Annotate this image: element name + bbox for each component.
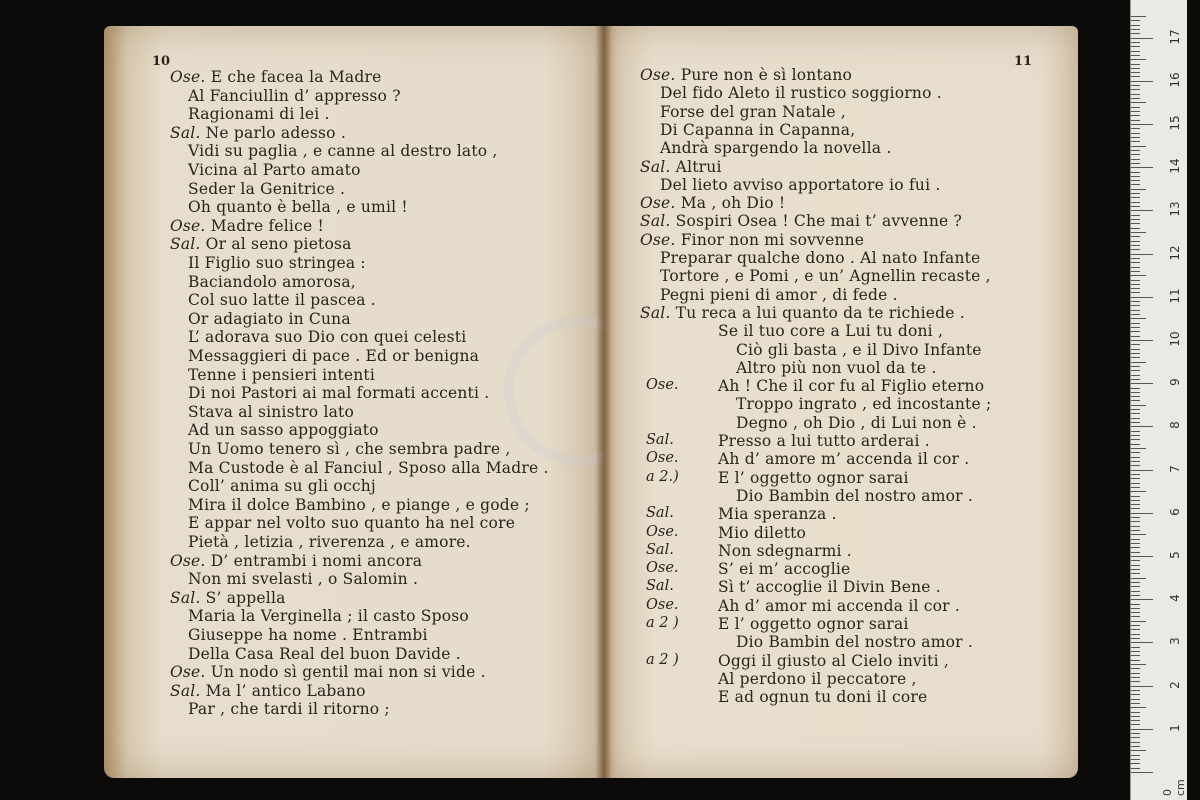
ruler-tick <box>1131 275 1146 276</box>
left-text-line: Sal. Ma l’ antico Labano <box>170 681 366 700</box>
ruler-tick <box>1131 176 1140 177</box>
left-text-line: Al Fanciullin d’ appresso ? <box>188 86 401 105</box>
ruler-tick <box>1131 604 1140 605</box>
ruler-tick <box>1131 673 1140 674</box>
ruler-tick <box>1131 452 1140 453</box>
ruler-tick <box>1131 461 1140 462</box>
ruler-tick <box>1131 42 1140 43</box>
speaker-label: a 2 ) <box>646 615 679 631</box>
right-text-line: Tortore , e Pomi , e un’ Agnellin recaste , <box>660 267 991 286</box>
ruler-tick <box>1131 413 1140 414</box>
ruler-tick <box>1131 301 1140 302</box>
ruler-tick <box>1131 677 1140 678</box>
ruler-tick <box>1131 578 1146 579</box>
ruler-tick <box>1131 491 1146 492</box>
ruler-tick <box>1131 219 1140 220</box>
left-text-line: Par , che tardi il ritorno ; <box>188 700 390 719</box>
ruler-tick <box>1131 418 1140 419</box>
ruler-number: 5 <box>1168 551 1182 559</box>
ruler-tick <box>1131 292 1140 293</box>
ruler-tick <box>1131 521 1140 522</box>
left-text-line: Ma Custode è al Fanciul , Sposo alla Madre . <box>188 458 549 477</box>
ruler-tick <box>1131 215 1140 216</box>
ruler-tick <box>1131 586 1140 587</box>
ruler-tick <box>1131 392 1140 393</box>
ruler-tick <box>1131 280 1140 281</box>
speaker-label: a 2 ) <box>646 651 679 668</box>
ruler-tick <box>1131 137 1140 138</box>
ruler-tick <box>1131 543 1140 544</box>
left-text-line: Della Casa Real del buon Davide . <box>188 644 461 663</box>
ruler-tick <box>1131 115 1140 116</box>
ruler-tick <box>1131 552 1140 553</box>
ruler-tick <box>1131 716 1140 717</box>
ruler-tick <box>1131 565 1140 566</box>
right-text-line: Mio diletto <box>718 523 807 542</box>
speaker-label: Ose. <box>170 68 211 86</box>
right-text-line: Presso a lui tutto arderai . <box>718 432 930 450</box>
ruler-tick <box>1131 154 1140 155</box>
ruler-tick <box>1131 435 1140 436</box>
left-text-line: Ose. Un nodo sì gentil mai non si vide . <box>170 663 486 682</box>
ruler-tick <box>1131 258 1140 259</box>
right-text-line: Sal. Altrui <box>640 157 722 176</box>
right-text-line: Al perdono il peccatore , <box>718 669 917 688</box>
right-text-line: Del fido Aleto il rustico soggiorno . <box>660 84 942 103</box>
right-text-line: Altro più non vuol da te . <box>736 358 937 377</box>
right-text-line: Di Capanna in Capanna, <box>660 120 856 139</box>
speaker-label: Ose. <box>646 560 679 577</box>
ruler-tick <box>1131 89 1140 90</box>
left-text-line: Pietà , letizia , riverenza , e amore. <box>188 533 471 551</box>
ruler-tick <box>1131 271 1140 272</box>
ruler-tick <box>1131 98 1140 99</box>
ruler-number: 7 <box>1168 464 1182 473</box>
ruler-tick <box>1131 383 1153 384</box>
right-text-line: Troppo ingrato , ed incostante ; <box>736 395 992 414</box>
ruler-tick <box>1131 612 1140 613</box>
ruler-tick <box>1131 431 1140 432</box>
ruler-tick <box>1131 763 1140 764</box>
ruler-number: 11 <box>1168 288 1182 304</box>
ruler-tick <box>1131 465 1140 466</box>
ruler-tick <box>1131 426 1153 427</box>
ruler-tick <box>1131 314 1140 315</box>
ruler-tick <box>1131 625 1140 626</box>
ruler-tick <box>1131 712 1140 713</box>
ruler-tick <box>1131 20 1140 21</box>
right-text-line: Se il tuo core a Lui tu doni , <box>718 322 944 341</box>
ruler-tick <box>1131 655 1140 656</box>
measuring-ruler <box>1130 0 1187 800</box>
right-text-line: E l’ oggetto ognor sarai <box>718 468 909 487</box>
ruler-tick <box>1131 133 1140 134</box>
ruler-tick <box>1131 478 1140 479</box>
ruler-tick <box>1131 569 1140 570</box>
ruler-tick <box>1131 608 1140 609</box>
speaker-label: Ose. <box>646 596 679 613</box>
ruler-tick <box>1131 33 1140 34</box>
ruler-tick <box>1131 228 1140 229</box>
ruler-tick <box>1131 16 1146 17</box>
ruler-tick <box>1131 193 1140 194</box>
ruler-number: 3 <box>1168 637 1182 646</box>
ruler-tick <box>1131 68 1140 69</box>
right-text-line: Del lieto avviso apportatore io fui . <box>660 175 941 194</box>
speaker-label: Sal. <box>170 123 206 142</box>
ruler-tick <box>1131 526 1140 527</box>
left-text-line: Ad un sasso appoggiato <box>188 421 379 440</box>
ruler-tick <box>1131 746 1140 747</box>
ruler-tick <box>1131 206 1140 207</box>
right-text-line: Dio Bambin del nostro amor . <box>736 486 974 505</box>
ruler-tick <box>1131 46 1140 47</box>
ruler-tick <box>1131 660 1140 661</box>
left-text-line: E appar nel volto suo quanto ha nel core <box>188 514 516 533</box>
ruler-tick <box>1131 172 1140 173</box>
right-text-line: Sal. Sospiri Osea ! Che mai t’ avvenne ? <box>640 212 963 231</box>
ruler-number: 13 <box>1168 201 1182 218</box>
left-text-line: Ose. Madre felice ! <box>170 216 324 235</box>
ruler-tick <box>1131 496 1140 497</box>
ruler-tick <box>1131 310 1140 311</box>
left-text-line: Il Figlio suo stringea : <box>188 254 366 272</box>
ruler-tick <box>1131 539 1140 540</box>
right-text-line: Degno , oh Dio , di Lui non è . <box>736 413 977 432</box>
ruler-tick <box>1131 288 1140 289</box>
right-text-line: Ose. Ma , oh Dio ! <box>640 194 786 213</box>
ruler-tick <box>1131 755 1140 756</box>
right-text-line: Ah d’ amore m’ accenda il cor . <box>718 450 970 469</box>
left-text-line: Col suo latte il pascea . <box>188 291 376 310</box>
right-text-line: Non sdegnarmi . <box>718 541 852 560</box>
right-text-line: Andrà spargendo la novella . <box>660 139 892 158</box>
left-text-line: Sal. Or al seno pietosa <box>170 235 352 254</box>
right-text-line: Ose. Finor non mi sovvenne <box>640 230 865 249</box>
left-text-line: Vicina al Parto amato <box>188 161 361 179</box>
left-text-line: Ragionami di lei . <box>188 105 330 124</box>
left-text-line: Ose. D’ entrambi i nomi ancora <box>170 551 423 570</box>
ruler-tick <box>1131 690 1140 691</box>
ruler-tick <box>1131 409 1140 410</box>
ruler-tick <box>1131 241 1140 242</box>
ruler-tick <box>1131 768 1140 769</box>
ruler-tick <box>1131 81 1153 82</box>
ruler-tick <box>1131 107 1140 108</box>
speaker-label: Ose. <box>170 663 211 682</box>
ruler-tick <box>1131 400 1140 401</box>
ruler-tick <box>1131 336 1140 337</box>
book-gutter <box>596 26 612 778</box>
ruler-tick <box>1131 141 1140 142</box>
right-text-line: E ad ognun tu doni il core <box>718 688 928 707</box>
ruler-tick <box>1131 318 1146 319</box>
left-text-line: Mira il dolce Bambino , e piange , e gode ; <box>188 495 530 514</box>
ruler-tick <box>1131 150 1140 151</box>
ruler-tick <box>1131 547 1140 548</box>
speaker-label: Sal. <box>646 578 674 595</box>
ruler-number: 14 <box>1168 158 1182 174</box>
ruler-tick <box>1131 474 1140 475</box>
left-text-line: Coll’ anima su gli occhj <box>188 477 376 496</box>
ruler-tick <box>1131 448 1146 449</box>
ruler-tick <box>1131 120 1140 121</box>
left-text-line: Messaggieri di pace . Ed or benigna <box>188 347 480 365</box>
ruler-tick <box>1131 262 1140 263</box>
ruler-tick <box>1131 284 1140 285</box>
ruler-tick <box>1131 245 1140 246</box>
ruler-number: 12 <box>1168 244 1182 261</box>
ruler-tick <box>1131 457 1140 458</box>
ruler-tick <box>1131 124 1153 125</box>
right-text-line: Sì t’ accoglie il Divin Bene . <box>718 578 941 597</box>
right-text-line: Oggi il giusto al Cielo inviti , <box>718 651 950 670</box>
ruler-tick <box>1131 388 1140 389</box>
ruler-tick <box>1131 504 1140 505</box>
ruler-tick <box>1131 444 1140 445</box>
left-text-line: Giuseppe ha nome . Entrambi <box>188 626 428 644</box>
speaker-label: Sal. <box>640 303 676 322</box>
ruler-number: 2 <box>1168 680 1182 689</box>
ruler-tick <box>1131 331 1140 332</box>
ruler-number: 16 <box>1168 72 1182 88</box>
ruler-tick <box>1131 85 1140 86</box>
ruler-tick <box>1131 470 1153 471</box>
speaker-label: Ose. <box>640 66 681 84</box>
ruler-tick <box>1131 379 1140 380</box>
speaker-label: Ose. <box>170 551 211 570</box>
ruler-tick <box>1131 534 1146 535</box>
right-text-line: Pegni pieni di amor , di fede . <box>660 285 898 304</box>
ruler-tick <box>1131 422 1140 423</box>
ruler-tick <box>1131 184 1140 185</box>
right-text-line: Ah d’ amor mi accenda il cor . <box>718 596 961 615</box>
ruler-tick <box>1131 210 1153 211</box>
ruler-number: 8 <box>1168 421 1182 430</box>
left-text-line: Vidi su paglia , e canne al destro lato , <box>188 142 498 161</box>
ruler-tick <box>1131 616 1140 617</box>
ruler-tick <box>1131 703 1140 704</box>
left-text-line: Sal. S’ appella <box>170 588 286 607</box>
ruler-tick <box>1131 500 1140 501</box>
ruler-tick <box>1131 595 1140 596</box>
ruler-tick <box>1131 439 1140 440</box>
ruler-tick <box>1131 647 1140 648</box>
ruler-tick <box>1131 353 1140 354</box>
left-text-line: L’ adorava suo Dio con quei celesti <box>188 328 467 347</box>
speaker-label: a 2.) <box>646 468 679 485</box>
ruler-tick <box>1131 483 1140 484</box>
ruler-tick <box>1131 55 1140 56</box>
ruler-tick <box>1131 405 1146 406</box>
ruler-tick <box>1131 396 1140 397</box>
speaker-label: Ose. <box>646 377 679 394</box>
left-text-line: Stava al sinistro lato <box>188 402 354 421</box>
ruler-tick <box>1131 686 1153 687</box>
speaker-label: Sal. <box>640 212 676 231</box>
ruler-tick <box>1131 232 1146 233</box>
ruler-tick <box>1131 560 1140 561</box>
right-text-line: Mia speranza . <box>718 505 837 524</box>
ruler-tick <box>1131 638 1140 639</box>
right-text-line: Ah ! Che il cor fu al Figlio eterno <box>718 377 985 396</box>
right-text-line: E l’ oggetto ognor sarai <box>718 615 909 633</box>
speaker-label: Sal. <box>640 157 676 176</box>
right-text-line: Forse del gran Natale , <box>660 102 847 121</box>
ruler-tick <box>1131 249 1140 250</box>
ruler-tick <box>1131 72 1140 73</box>
ruler-tick <box>1131 530 1140 531</box>
ruler-tick <box>1131 197 1140 198</box>
ruler-tick <box>1131 720 1140 721</box>
ruler-tick <box>1131 707 1146 708</box>
right-text-line: Ciò gli basta , e il Divo Infante <box>736 340 982 359</box>
ruler-tick <box>1131 375 1140 376</box>
left-text-line: Or adagiato in Cuna <box>188 309 351 328</box>
ruler-tick <box>1131 297 1153 298</box>
ruler-tick <box>1131 167 1153 168</box>
speaker-label: Ose. <box>646 450 679 467</box>
right-text-line: Sal. Tu reca a lui quanto da te richiede . <box>640 303 965 322</box>
speaker-label: Sal. <box>170 681 206 700</box>
ruler-tick <box>1131 737 1140 738</box>
ruler-tick <box>1131 94 1140 95</box>
ruler-tick <box>1131 724 1140 725</box>
speaker-label: Sal. <box>170 588 206 607</box>
ruler-tick <box>1131 102 1146 103</box>
ruler-number: 9 <box>1168 378 1182 387</box>
right-page-number: 11 <box>1014 54 1033 69</box>
left-text-line: Seder la Genitrice . <box>188 179 346 198</box>
ruler-tick <box>1131 76 1140 77</box>
ruler-tick <box>1131 729 1153 730</box>
ruler-tick <box>1131 513 1153 514</box>
ruler-tick <box>1131 163 1140 164</box>
speaker-label: Sal. <box>646 541 674 558</box>
ruler-tick <box>1131 38 1153 39</box>
left-text-line: Non mi svelasti , o Salomin . <box>188 570 419 589</box>
ruler-tick <box>1131 180 1140 181</box>
ruler-tick <box>1131 582 1140 583</box>
ruler-tick <box>1131 59 1146 60</box>
right-text-line: S’ ei m’ accoglie <box>718 560 851 579</box>
ruler-tick <box>1131 64 1140 65</box>
ruler-tick <box>1131 742 1140 743</box>
ruler-tick <box>1131 699 1140 700</box>
ruler-tick <box>1131 694 1140 695</box>
ruler-tick <box>1131 366 1140 367</box>
speaker-label: Sal. <box>646 505 674 522</box>
speaker-label: Sal. <box>170 235 206 254</box>
ruler-tick <box>1131 305 1140 306</box>
ruler-tick <box>1131 591 1140 592</box>
ruler-tick <box>1131 236 1140 237</box>
left-text-line: Di noi Pastori ai mal formati accenti . <box>188 384 490 403</box>
ruler-number: 17 <box>1168 28 1182 45</box>
ruler-number: 4 <box>1168 594 1182 603</box>
speaker-label: Sal. <box>646 432 674 448</box>
speaker-label: Ose. <box>640 194 681 213</box>
right-text-line: Preparar qualche dono . Al nato Infante <box>660 249 981 267</box>
ruler-tick <box>1131 642 1153 643</box>
left-page-number: 10 <box>152 54 171 69</box>
left-text-line: Oh quanto è bella , e umil ! <box>188 198 408 217</box>
left-text-line: Tenne i pensieri intenti <box>188 365 376 384</box>
ruler-tick <box>1131 681 1140 682</box>
right-text-line: Dio Bambin del nostro amor . <box>736 633 974 652</box>
ruler-tick <box>1131 111 1140 112</box>
ruler-tick <box>1131 733 1140 734</box>
ruler-tick <box>1131 517 1140 518</box>
ruler-number: 6 <box>1168 507 1182 516</box>
ruler-tick <box>1131 573 1140 574</box>
ruler-tick <box>1131 128 1140 129</box>
speaker-label: Ose. <box>170 216 211 235</box>
ruler-tick <box>1131 556 1153 557</box>
ruler-tick <box>1131 664 1146 665</box>
ruler-tick <box>1131 159 1140 160</box>
ruler-tick <box>1131 487 1140 488</box>
ruler-tick <box>1131 634 1140 635</box>
ruler-tick <box>1131 340 1153 341</box>
speaker-label: Ose. <box>640 230 681 249</box>
ruler-number: 10 <box>1168 331 1182 347</box>
ruler-tick <box>1131 370 1140 371</box>
ruler-tick <box>1131 651 1140 652</box>
ruler-tick <box>1131 629 1140 630</box>
ruler-unit-label: 0 cm <box>1161 779 1187 796</box>
ruler-number: 1 <box>1168 723 1182 732</box>
left-text-line: Un Uomo tenero sì , che sembra padre , <box>188 440 511 458</box>
left-text-line: Ose. E che facea la Madre <box>170 68 382 86</box>
right-text-line: Ose. Pure non è sì lontano <box>640 66 853 84</box>
ruler-tick <box>1131 25 1140 26</box>
ruler-tick <box>1131 223 1140 224</box>
ruler-tick <box>1131 750 1146 751</box>
ruler-tick <box>1131 267 1140 268</box>
ruler-tick <box>1131 508 1140 509</box>
speaker-label: Ose. <box>646 523 679 540</box>
left-text-line: Maria la Verginella ; il casto Sposo <box>188 607 469 626</box>
ruler-tick <box>1131 357 1140 358</box>
ruler-tick <box>1131 344 1140 345</box>
ruler-tick <box>1131 146 1146 147</box>
ruler-tick <box>1131 668 1140 669</box>
ruler-tick <box>1131 254 1153 255</box>
left-text-line: Baciandolo amorosa, <box>188 272 356 291</box>
ruler-tick <box>1131 772 1153 773</box>
ruler-tick <box>1131 202 1140 203</box>
ruler-number: 15 <box>1168 115 1182 131</box>
ruler-tick <box>1131 323 1140 324</box>
ruler-tick <box>1131 599 1153 600</box>
ruler-tick <box>1131 29 1140 30</box>
ruler-tick <box>1131 51 1140 52</box>
left-text-line: Sal. Ne parlo adesso . <box>170 123 346 142</box>
ruler-tick <box>1131 362 1146 363</box>
ruler-tick <box>1131 327 1140 328</box>
ruler-tick <box>1131 759 1140 760</box>
ruler-tick <box>1131 349 1140 350</box>
ruler-tick <box>1131 621 1146 622</box>
ruler-tick <box>1131 189 1146 190</box>
